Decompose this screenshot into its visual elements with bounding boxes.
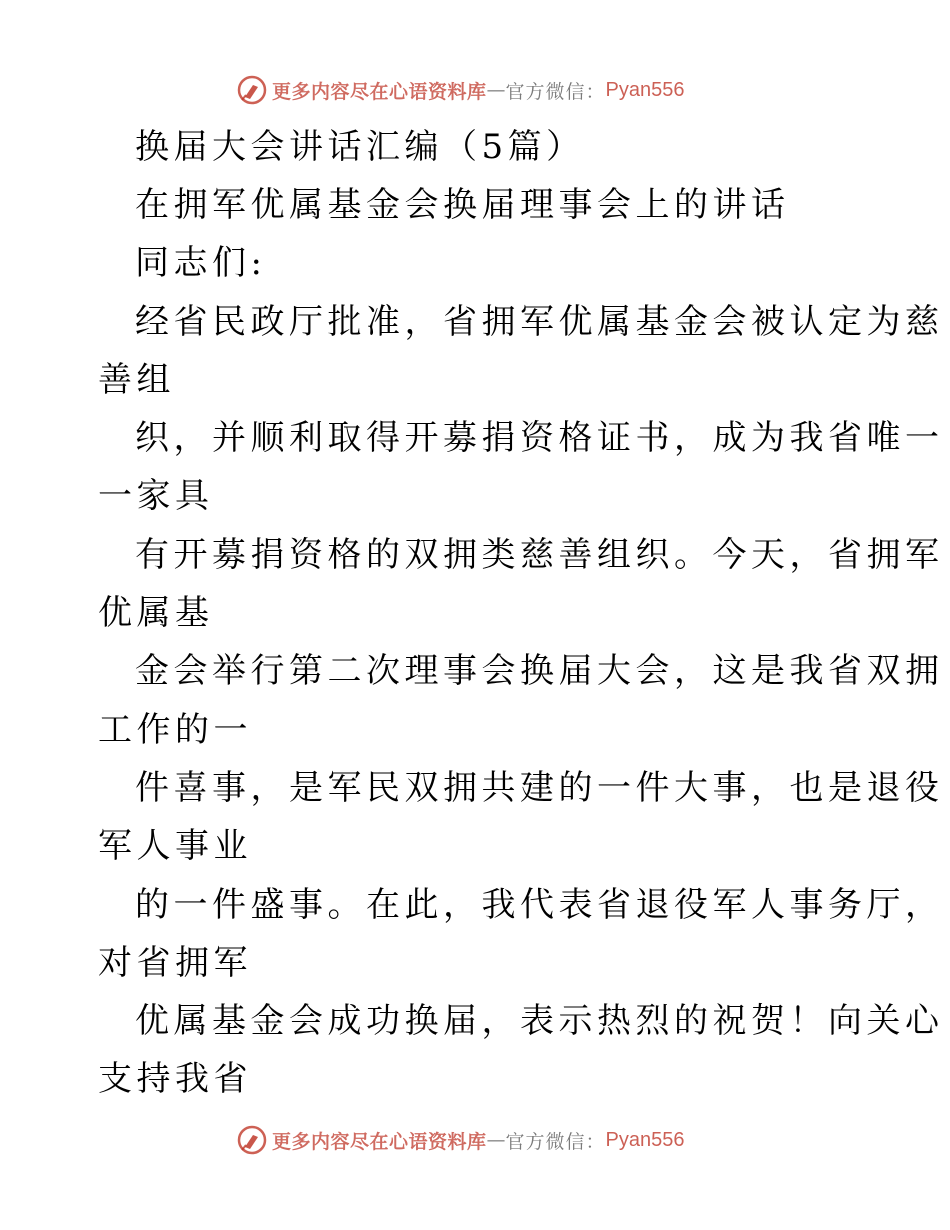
paragraph-line: 一家具 [98,476,214,516]
paragraph-line: 工作的一 [98,710,252,750]
watermark-text: 更多内容尽在心语资料库 [272,80,487,103]
watermark-official-label: 官方微信： [505,80,606,103]
paragraph-line: 军人事业 [98,826,252,866]
watermark-dash: — [486,79,506,101]
speech-title: 在拥军优属基金会换届理事会上的讲话 [135,185,790,225]
watermark-dash: — [486,1129,506,1151]
document-title: 换届大会讲话汇编（5篇） [135,127,585,167]
salutation: 同志们: [135,243,267,283]
paragraph-line: 对省拥军 [98,943,252,983]
paragraph-line: 支持我省 [98,1059,252,1099]
paragraph-line: 金会举行第二次理事会换届大会，这是我省双拥 [135,651,944,691]
paragraph-line: 优属基金会成功换届，表示热烈的祝贺！向关心 [135,1001,944,1041]
pen-nib-circle-icon [236,1124,268,1156]
footer-watermark [236,1123,685,1157]
watermark-wechat-id: Pyan556 [605,1128,685,1151]
watermark-official-label: 官方微信： [505,1130,606,1153]
paragraph-line: 有开募捐资格的双拥类慈善组织。今天，省拥军 [135,535,944,575]
watermark-wechat-id: Pyan556 [605,78,685,101]
pen-nib-circle-icon [236,74,268,106]
watermark-text: 更多内容尽在心语资料库 [272,1130,487,1153]
paragraph-line: 经省民政厅批准，省拥军优属基金会被认定为慈 [135,302,944,342]
paragraph-line: 织，并顺利取得开募捐资格证书，成为我省唯一 [135,418,944,458]
paragraph-line: 件喜事，是军民双拥共建的一件大事，也是退役 [135,768,944,808]
paragraph-line: 优属基 [98,593,214,633]
paragraph-line: 的一件盛事。在此，我代表省退役军人事务厅， [135,885,944,925]
paragraph-line: 善组 [98,360,175,400]
header-watermark [236,73,685,107]
